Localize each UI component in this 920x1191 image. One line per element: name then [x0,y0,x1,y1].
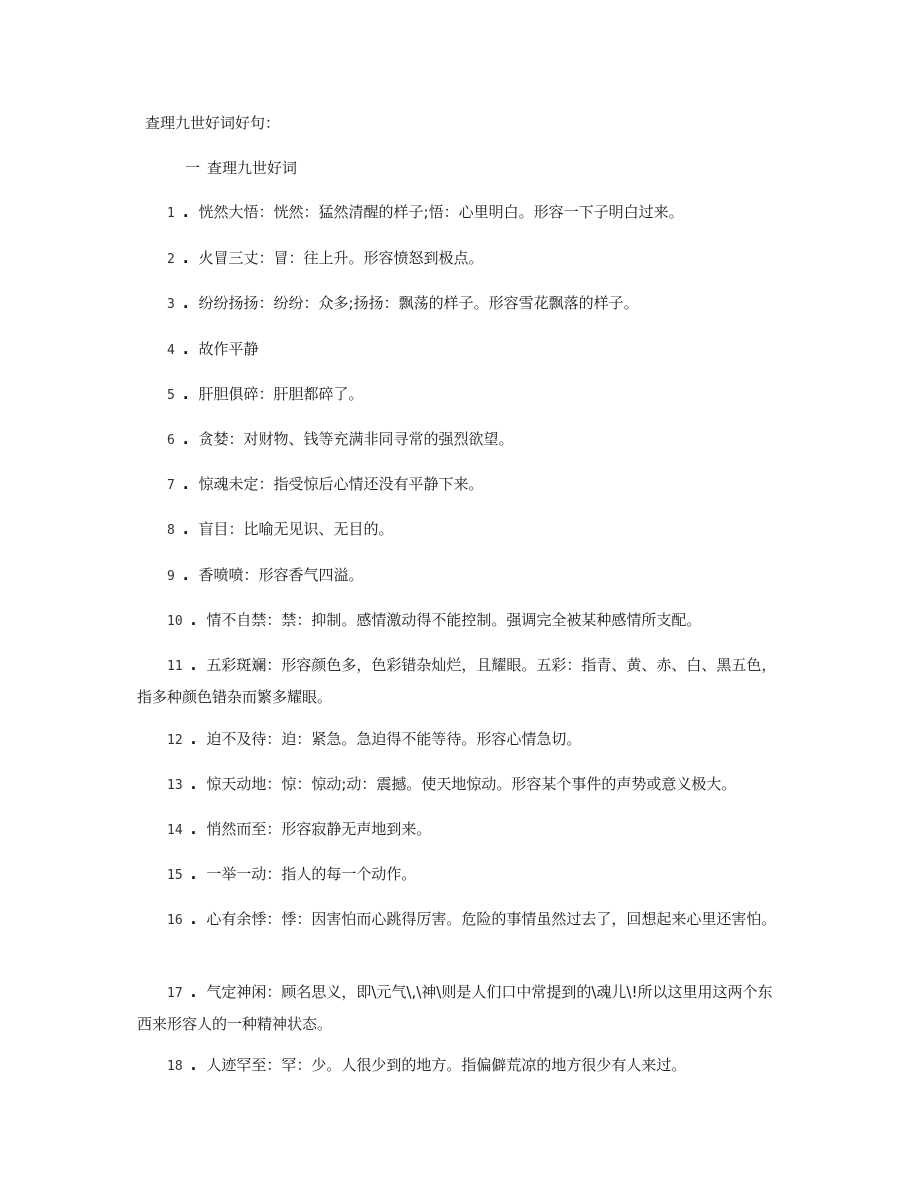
item-text: 悄然而至：形容寂静无声地到来。 [206,820,432,838]
list-item [137,769,785,801]
list-item [137,605,785,637]
item-number: 17 [167,986,183,1001]
item-text: 故作平静 [198,340,259,358]
item-text: 贪婪：对财物、钱等充满非同寻常的强烈欲望。 [198,430,514,448]
item-text: 心有余悸：悸：因害怕而心跳得厉害。危险的事情虽然过去了，回想起来心里还害怕。 [206,910,777,928]
list-item [137,859,785,891]
item-separator: . [190,611,197,629]
list-item [137,977,785,1039]
item-separator: . [190,910,197,928]
item-separator: . [190,656,197,674]
item-text: 恍然大悟：恍然：猛然清醒的样子;悟：心里明白。形容一下子明白过来。 [198,203,684,221]
item-separator: . [182,203,189,221]
item-separator: . [190,983,197,1001]
list-item [137,469,785,501]
item-separator: . [182,520,189,538]
item-number: 9 [167,569,175,584]
item-text: 盲目：比喻无见识、无目的。 [198,520,394,538]
item-number: 18 [167,1059,183,1074]
item-text: 气定神闲：顾名思义，即\元气\,\神\则是人们口中常提到的\魂儿\!所以这里用这两个东西来形容人的一种精神状态。 [137,983,773,1033]
item-separator: . [190,820,197,838]
item-number: 14 [167,823,183,838]
item-separator: . [190,1056,197,1074]
list-item [137,1050,785,1082]
item-number: 16 [167,913,183,928]
list-item [137,197,785,229]
item-text: 肝胆俱碎：肝胆都碎了。 [198,385,364,403]
item-text: 惊魂未定：指受惊后心情还没有平静下来。 [198,475,484,493]
item-number: 3 [167,297,175,312]
item-text: 五彩斑斓：形容颜色多，色彩错杂灿烂，且耀眼。五彩：指青、黄、赤、白、黑五色，指多种颜色错杂而繁多耀眼。 [137,656,777,706]
list-item [137,724,785,756]
item-number: 6 [167,433,175,448]
item-separator: . [182,566,189,584]
item-text: 惊天动地：惊：惊动;动：震撼。使天地惊动。形容某个事件的声势或意义极大。 [206,775,737,793]
section-marker: 一 [185,159,201,177]
item-separator: . [182,385,189,403]
list-item [137,424,785,456]
document-title: 查理九世好词好句： [145,114,281,132]
section-heading [185,157,297,179]
list-item [137,334,785,366]
list-item [137,514,785,546]
item-text: 香喷喷：形容香气四溢。 [198,566,364,584]
item-separator: . [190,730,197,748]
item-number: 10 [167,614,183,629]
item-text: 迫不及待：迫：紧急。急迫得不能等待。形容心情急切。 [206,730,582,748]
list-item [137,560,785,592]
item-text: 情不自禁：禁：抑制。感情激动得不能控制。强调完全被某种感情所支配。 [206,611,702,629]
item-separator: . [190,775,197,793]
list-item [137,379,785,411]
item-text: 纷纷扬扬：纷纷：众多;扬扬：飘荡的样子。形容雪花飘落的样子。 [198,294,639,312]
item-number: 4 [167,343,175,358]
item-number: 7 [167,478,175,493]
item-number: 8 [167,523,175,538]
item-number: 15 [167,868,183,883]
item-separator: . [182,430,189,448]
section-heading-text: 查理九世好词 [207,159,298,177]
list-item [137,243,785,275]
item-text: 一举一动：指人的每一个动作。 [206,865,417,883]
item-number: 5 [167,388,175,403]
list-item [137,814,785,846]
item-number: 2 [167,252,175,267]
item-separator: . [182,294,189,312]
item-separator: . [182,340,189,358]
item-number: 13 [167,778,183,793]
item-separator: . [182,475,189,493]
list-item [137,904,785,936]
item-number: 11 [167,659,183,674]
list-item [137,650,785,712]
list-item [137,288,785,320]
item-separator: . [190,865,197,883]
item-text: 火冒三丈：冒：往上升。形容愤怒到极点。 [198,249,484,267]
item-separator: . [182,249,189,267]
item-number: 1 [167,206,175,221]
item-text: 人迹罕至：罕：少。人很少到的地方。指偏僻荒凉的地方很少有人来过。 [206,1056,687,1074]
item-number: 12 [167,733,183,748]
